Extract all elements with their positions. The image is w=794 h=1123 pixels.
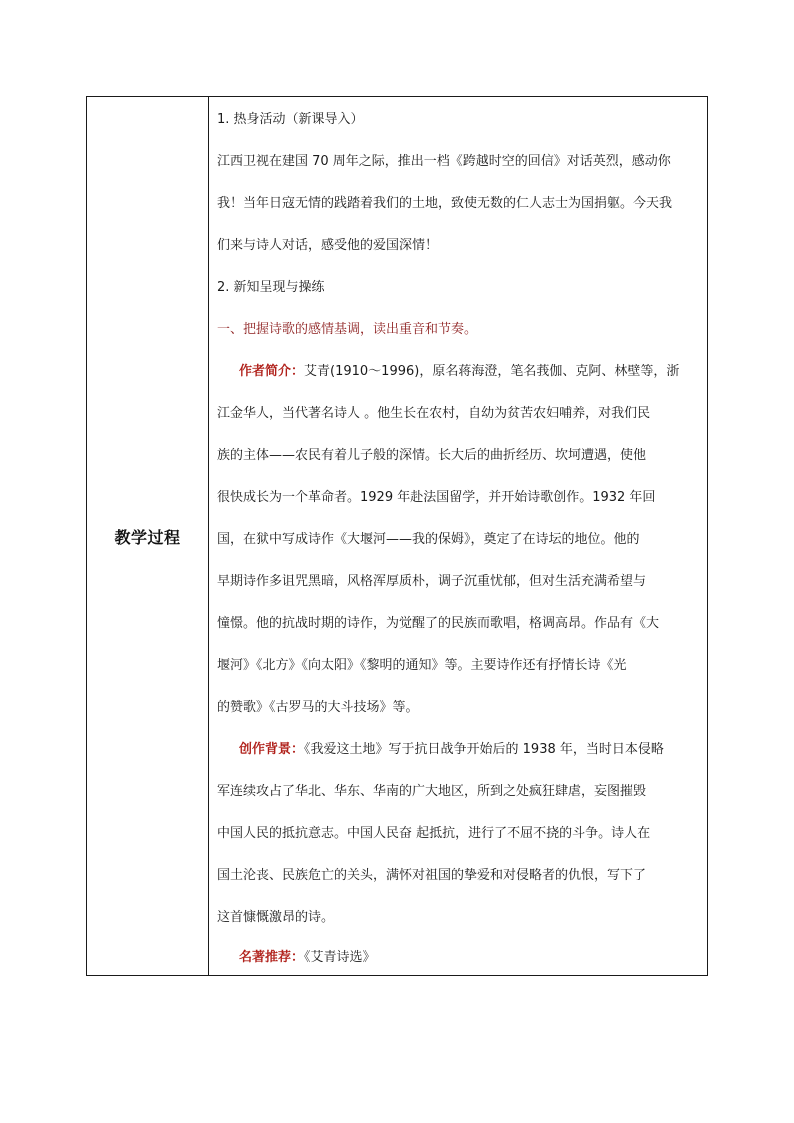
background-text: 《我爱这土地》写于抗日战争开始后的 1938 年，当时日本侵略	[304, 742, 664, 757]
background-line: 军连续攻占了华北、华东、华南的广大地区，所到之处疯狂肆虐，妄图摧毁	[217, 784, 647, 799]
author-intro-first-line	[239, 363, 679, 381]
author-intro-line: 憧憬。他的抗战时期的诗作，为觉醒了的民族而歌唱，格调高昂。作品有《大	[217, 616, 660, 631]
lesson-table	[86, 96, 708, 976]
recommend-line	[239, 949, 376, 967]
warmup-heading: 1. 热身活动（新课导入）	[217, 112, 364, 127]
background-first-line	[239, 741, 664, 759]
author-intro-line: 堰河》《北方》《向太阳》《黎明的通知》等。主要诗作还有抒情长诗《光	[217, 658, 627, 673]
background-line: 这首慷慨激昂的诗。	[217, 910, 335, 925]
author-intro-line: 早期诗作多诅咒黑暗，风格浑厚质朴，调子沉重忧郁，但对生活充满希望与	[217, 574, 647, 589]
practice-heading: 2. 新知呈现与操练	[217, 280, 325, 295]
author-intro-label: 作者简介：	[239, 364, 305, 379]
practice-subheading: 一、把握诗歌的感情基调，读出重音和节奏。	[217, 322, 478, 337]
author-intro-line: 族的主体——农民有着儿子般的深情。长大后的曲折经历、坎坷遭遇，使他	[217, 448, 647, 463]
recommend-text: 《艾青诗选》	[304, 950, 376, 965]
author-intro-line: 的赞歌》《古罗马的大斗技场》等。	[217, 700, 419, 715]
author-intro-line: 江金华人，当代著名诗人 。他生长在农村，自幼为贫苦农妇哺养，对我们民	[217, 406, 651, 421]
content-cell	[209, 97, 709, 975]
author-intro-text: 艾青(1910～1996)，原名蒋海澄，笔名莪伽、克阿、林壁等，浙	[304, 364, 680, 379]
background-line: 国土沦丧、民族危亡的关头，满怀对祖国的挚爱和对侵略者的仇恨，写下了	[217, 868, 647, 883]
warmup-line: 们来与诗人对话，感受他的爱国深情！	[217, 238, 439, 253]
warmup-line: 江西卫视在建国 70 周年之际，推出一档《跨越时空的回信》对话英烈，感动你	[217, 154, 671, 169]
recommend-label: 名著推荐：	[239, 950, 305, 965]
warmup-line: 我！当年日寇无情的践踏着我们的土地，致使无数的仁人志士为国捐躯。今天我	[217, 196, 673, 211]
author-intro-line: 很快成长为一个革命者。1929 年赴法国留学，并开始诗歌创作。1932 年回	[217, 490, 656, 505]
row-label-cell	[87, 97, 208, 975]
author-intro-line: 国，在狱中写成诗作《大堰河——我的保姆》，奠定了在诗坛的地位。他的	[217, 532, 640, 547]
background-line: 中国人民的抵抗意志。中国人民奋 起抵抗，进行了不屈不挠的斗争。诗人在	[217, 826, 651, 841]
background-label: 创作背景：	[239, 742, 305, 757]
row-label: 教学过程	[114, 527, 181, 547]
